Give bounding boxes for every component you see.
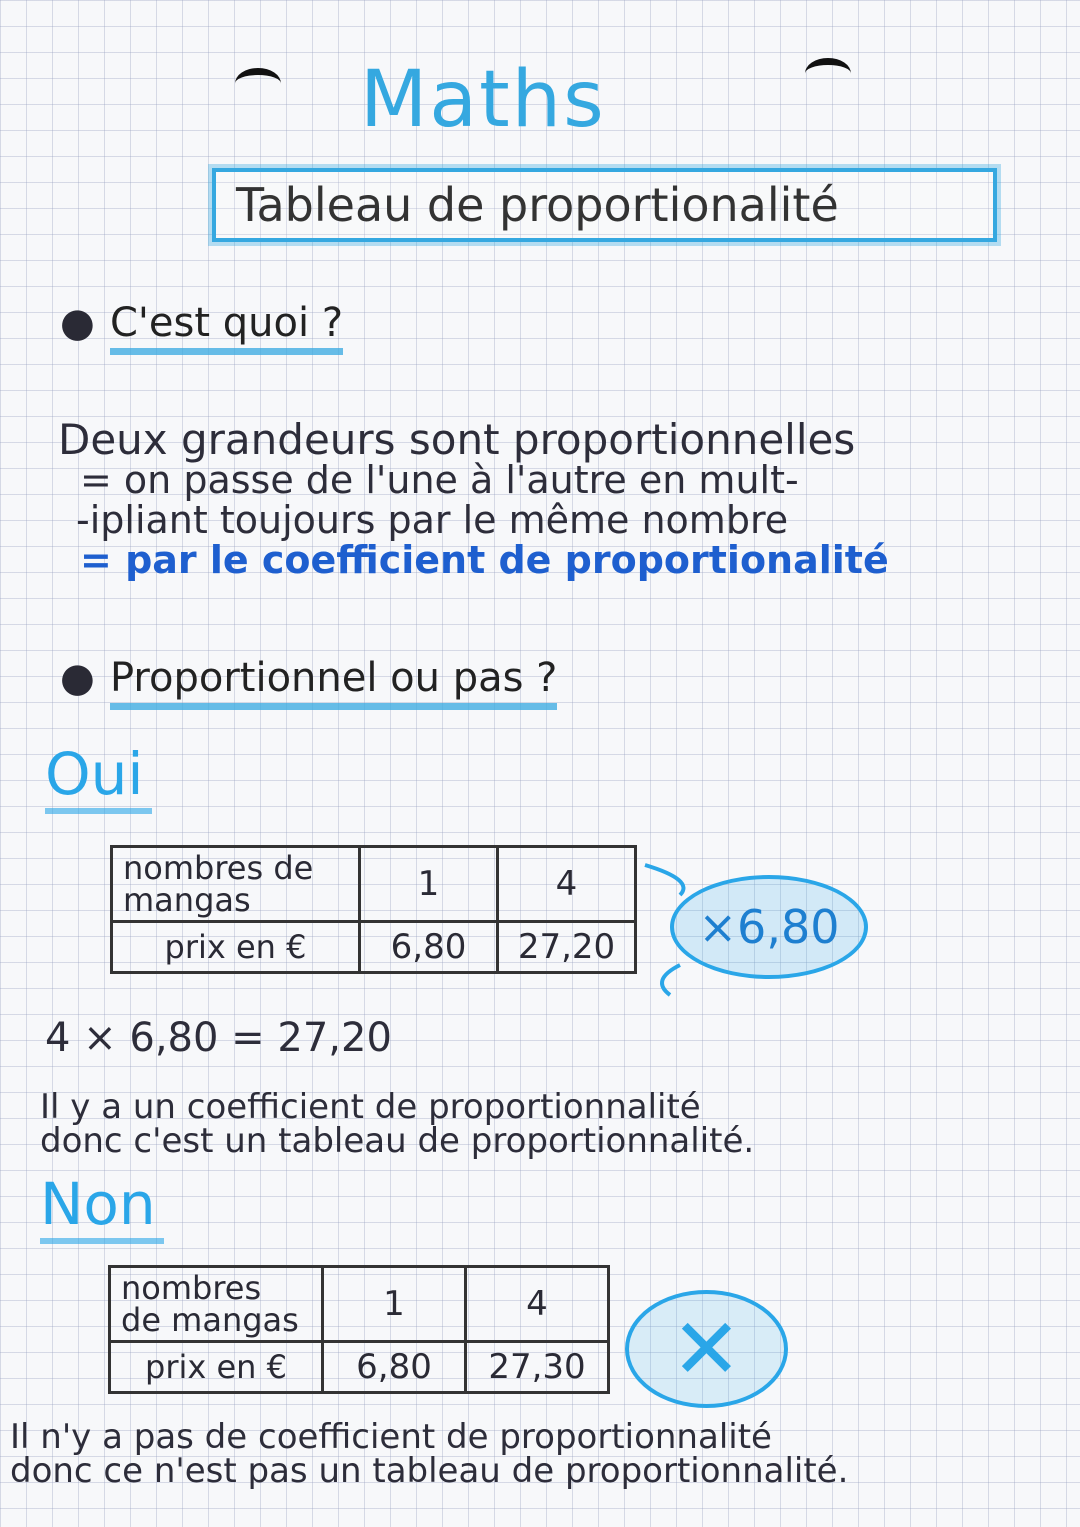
table-cell: 6,80	[323, 1342, 466, 1393]
binder-hole-right	[805, 58, 851, 89]
conclusion-line: donc ce n'est pas un tableau de proportionnalité.	[10, 1451, 849, 1491]
definition-line: -ipliant toujours par le même nombre	[76, 498, 789, 542]
coefficient-arrow-icon	[640, 860, 700, 1000]
conclusion-line: Il y a un coefficient de proportionnalité	[40, 1087, 701, 1127]
table-row	[110, 1267, 609, 1342]
table-cell: 4	[498, 847, 636, 922]
yes-conclusion	[40, 1087, 1050, 1161]
subtitle-box	[212, 168, 997, 242]
table-row	[110, 1342, 609, 1393]
answer-yes-label: Oui	[45, 740, 152, 814]
table-cell: 4	[466, 1267, 609, 1342]
table-cell: 27,30	[466, 1342, 609, 1393]
definition-line: = on passe de l'une à l'autre en mult-	[80, 458, 799, 502]
definition-line: = par le coefficient de proportionalité	[80, 538, 889, 582]
bullet-dot-icon: ●	[60, 300, 95, 346]
section-what-title: C'est quoi ?	[110, 300, 343, 355]
section-proportional-title: Proportionnel ou pas ?	[110, 655, 557, 710]
answer-no-label: Non	[40, 1170, 164, 1244]
section-proportional-heading	[60, 655, 557, 701]
conclusion-line: Il n'y a pas de coefficient de proportionnalité	[10, 1417, 772, 1457]
coefficient-bubble: ×6,80	[670, 875, 868, 979]
row-header: prix en €	[112, 922, 360, 973]
row-header: nombres de mangas	[110, 1267, 323, 1342]
table-cell: 6,80	[360, 922, 498, 973]
cross-mark-icon: ✕	[625, 1290, 788, 1408]
binder-hole-left	[235, 68, 281, 99]
no-conclusion	[10, 1417, 1060, 1491]
table-row	[112, 922, 636, 973]
table-row	[112, 847, 636, 922]
page-title: Maths	[360, 55, 606, 145]
definition-line: Deux grandeurs sont proportionnelles	[58, 415, 856, 464]
table-cell: 1	[323, 1267, 466, 1342]
table-no	[108, 1265, 610, 1394]
row-header: prix en €	[110, 1342, 323, 1393]
subtitle: Tableau de proportionalité	[236, 178, 839, 232]
row-header: nombres de mangas	[112, 847, 360, 922]
conclusion-line: donc c'est un tableau de proportionnalité.	[40, 1121, 755, 1161]
table-cell: 27,20	[498, 922, 636, 973]
table-cell: 1	[360, 847, 498, 922]
bullet-dot-icon: ●	[60, 655, 95, 701]
definition-block	[58, 415, 1058, 582]
calculation: 4 × 6,80 = 27,20	[45, 1015, 392, 1061]
table-yes	[110, 845, 637, 974]
section-what-heading	[60, 300, 343, 346]
